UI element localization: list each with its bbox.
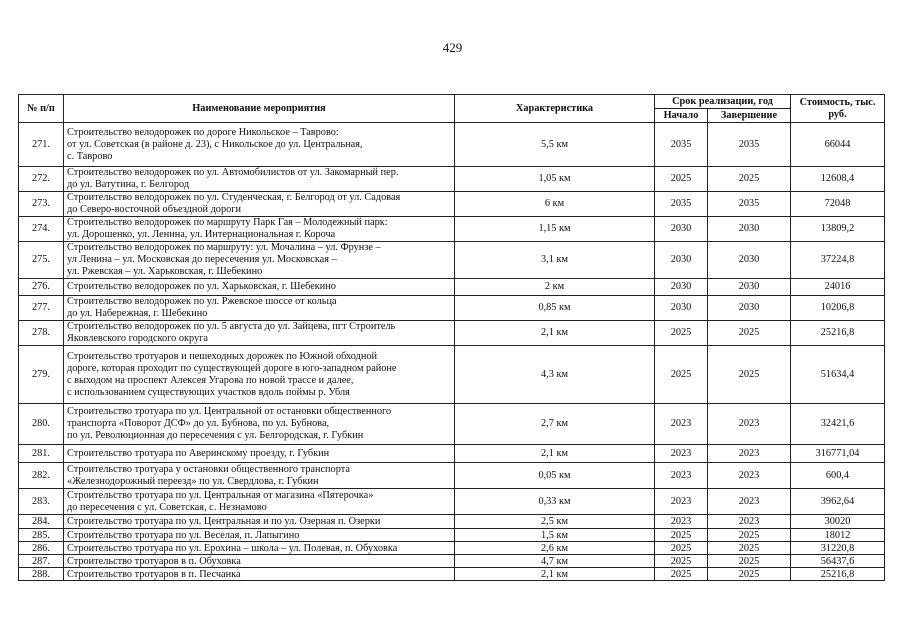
measure-name-line: Строительство велодорожек по ул. Ржевское шоссе от кольца [67,296,337,307]
row-number: 281. [19,445,64,463]
measure-name [64,489,455,515]
end-year: 2030 [708,242,791,279]
row-number: 282. [19,463,64,489]
characteristic: 1,15 км [455,217,655,242]
cost: 18012 [791,529,885,542]
measure-name [64,568,455,581]
characteristic: 0,85 км [455,296,655,321]
cost: 10206,8 [791,296,885,321]
start-year: 2023 [655,404,708,445]
measure-name-line: Строительство велодорожек по маршруту: ул. Мочалина – ул. Фрунзе – [67,242,381,253]
measure-name-line: Строительство велодорожек по ул. 5 августа до ул. Зайцева, пгт Строитель [67,321,396,332]
end-year: 2025 [708,167,791,192]
measure-name-line: Строительство тротуара по ул. Центральная от магазина «Пятерочка» [67,489,374,501]
cost: 32421,6 [791,404,885,445]
characteristic: 2,5 км [455,515,655,529]
row-number: 272. [19,167,64,192]
measure-name-line: ул. Ржевская – ул. Харьковская, г. Шебекино [67,266,263,277]
column-header-characteristic: Характеристика [455,95,655,123]
table-row [19,529,885,542]
table-row [19,167,885,192]
table-row [19,489,885,515]
measure-name-line: Строительство велодорожек по маршруту Парк Гая – Молодежный парк: [67,217,388,228]
measure-name-line: «Железнодорожный переезд» по ул. Свердлова, г. Губкин [67,475,319,487]
measure-name [64,192,455,217]
measure-name [64,515,455,529]
measure-name-line: до ул. Ватутина, г. Белгород [67,179,190,190]
column-header-end: Завершение [708,109,791,123]
measure-name [64,123,455,167]
page-number: 429 [442,40,463,55]
start-year: 2030 [655,217,708,242]
table-row [19,445,885,463]
table-row [19,555,885,568]
measure-name-line: до Северо-восточной объездной дороги [67,204,241,215]
row-number: 275. [19,242,64,279]
table-row [19,296,885,321]
end-year: 2025 [708,555,791,568]
start-year: 2030 [655,296,708,321]
row-number: 283. [19,489,64,515]
row-number: 285. [19,529,64,542]
row-number: 273. [19,192,64,217]
characteristic: 1,05 км [455,167,655,192]
table-row [19,321,885,346]
start-year: 2023 [655,515,708,529]
column-header-start: Начало [655,109,708,123]
end-year: 2023 [708,489,791,515]
end-year: 2023 [708,404,791,445]
start-year: 2025 [655,529,708,542]
measure-name-line: Строительство тротуара по ул. Центральная и по ул. Озерная п. Озерки [67,516,381,527]
measure-name-line: ул Ленина – ул. Московская до пересечения ул. Московская – [67,254,337,265]
measure-name-line: с. Таврово [67,150,113,162]
end-year: 2035 [708,123,791,167]
characteristic: 2,1 км [455,321,655,346]
measure-name [64,404,455,445]
characteristic: 1,5 км [455,529,655,542]
end-year: 2025 [708,568,791,581]
measure-name-line: Строительство тротуара по ул. Ерохина – школа – ул. Полевая, п. Обуховка [67,542,398,554]
cost: 25216,8 [791,568,885,581]
cost: 3962,64 [791,489,885,515]
characteristic: 0,33 км [455,489,655,515]
cost: 56437,6 [791,555,885,568]
measure-name-line: с выходом на проспект Алексея Угарова по новой трассе и далее, [67,374,354,386]
table-row [19,192,885,217]
row-number: 278. [19,321,64,346]
column-header-period: Срок реализации, год [655,95,791,109]
measure-name-line: Яковлевского городского округа [67,333,208,344]
characteristic: 6 км [455,192,655,217]
measure-name [64,445,455,463]
measure-name-line: от ул. Советская (в районе д. 23), с Никольское до ул. Центральная, [67,138,363,150]
measure-name [64,346,455,404]
characteristic: 2,6 км [455,542,655,555]
measure-name [64,242,455,279]
start-year: 2035 [655,123,708,167]
measure-name-line: Строительство тротуара у остановки общественного транспорта [67,463,350,475]
measure-name [64,167,455,192]
end-year: 2025 [708,529,791,542]
cost: 66044 [791,123,885,167]
column-header-cost: Стоимость, тыс. руб. [791,95,885,123]
row-number: 287. [19,555,64,568]
cost: 600,4 [791,463,885,489]
measure-name-line: Строительство тротуаров в п. Обуховка [67,555,241,567]
measure-name-line: Строительство тротуара по ул. Веселая, п. Лапыгино [67,529,300,541]
cost: 72048 [791,192,885,217]
end-year: 2025 [708,321,791,346]
characteristic: 2,1 км [455,445,655,463]
end-year: 2030 [708,279,791,296]
table-row [19,404,885,445]
measure-name-line: Строительство велодорожек по дороге Никольское – Таврово: [67,126,339,138]
start-year: 2025 [655,321,708,346]
measure-name [64,321,455,346]
end-year: 2025 [708,542,791,555]
measure-name [64,542,455,555]
table-row [19,542,885,555]
cost: 31220,8 [791,542,885,555]
measure-name-line: Строительство тротуара по ул. Центральной от остановки общественного [67,406,392,417]
table-row [19,217,885,242]
start-year: 2025 [655,167,708,192]
column-header-name: Наименование мероприятия [64,95,455,123]
table-row [19,463,885,489]
measure-name-line: Строительство тротуаров в п. Песчанка [67,568,241,580]
row-number: 280. [19,404,64,445]
measure-name [64,463,455,489]
table-row [19,279,885,296]
measure-name-line: ул. Дорошенко, ул. Ленина, ул. Интернациональная г. Короча [67,229,336,240]
cost: 30020 [791,515,885,529]
table-row [19,242,885,279]
characteristic: 2 км [455,279,655,296]
row-number: 277. [19,296,64,321]
start-year: 2023 [655,489,708,515]
start-year: 2030 [655,242,708,279]
end-year: 2030 [708,296,791,321]
end-year: 2030 [708,217,791,242]
end-year: 2023 [708,445,791,463]
start-year: 2025 [655,542,708,555]
table-body [19,123,885,581]
row-number: 274. [19,217,64,242]
characteristic: 5,5 км [455,123,655,167]
table-row [19,123,885,167]
cost: 25216,8 [791,321,885,346]
measure-name-line: транспорта «Поворот ДСФ» до ул. Бубнова, по ул. Бубнова, [67,418,330,429]
measure-name-line: Строительство велодорожек по ул. Харьковская, г. Шебекино [67,281,336,292]
row-number: 286. [19,542,64,555]
measure-name [64,217,455,242]
row-number: 284. [19,515,64,529]
table-row [19,346,885,404]
row-number: 271. [19,123,64,167]
cost: 24016 [791,279,885,296]
measure-name-line: Строительство тротуаров и пешеходных дорожек по Южной обходной [67,350,378,362]
row-number: 279. [19,346,64,404]
cost: 37224,8 [791,242,885,279]
characteristic: 0,05 км [455,463,655,489]
end-year: 2035 [708,192,791,217]
measure-name-line: по ул. Революционная до пересечения с ул. Белгородская, г. Губкин [67,430,364,441]
characteristic: 4,3 км [455,346,655,404]
end-year: 2025 [708,346,791,404]
characteristic: 3,1 км [455,242,655,279]
measure-name-line: дороге, которая проходит по существующей дороге в юго-западном районе [67,362,397,374]
characteristic: 2,7 км [455,404,655,445]
measure-name-line: с использованием существующих участков вдоль поймы р. Убля [67,386,350,398]
measure-name [64,296,455,321]
measure-name-line: Строительство тротуара по Аверинскому проезду, г. Губкин [67,447,330,459]
row-number: 288. [19,568,64,581]
measure-name [64,279,455,296]
end-year: 2023 [708,463,791,489]
cost: 51634,4 [791,346,885,404]
row-number: 276. [19,279,64,296]
cost: 316771,04 [791,445,885,463]
start-year: 2023 [655,463,708,489]
measure-name [64,555,455,568]
start-year: 2023 [655,445,708,463]
characteristic: 4,7 км [455,555,655,568]
end-year: 2023 [708,515,791,529]
table-row [19,515,885,529]
characteristic: 2,1 км [455,568,655,581]
start-year: 2025 [655,568,708,581]
cost: 13809,2 [791,217,885,242]
measure-name-line: Строительство велодорожек по ул. Студенческая, г. Белгород от ул. Садовая [67,192,401,203]
measure-name-line: Строительство велодорожек по ул. Автомобилистов от ул. Закомарный пер. [67,167,399,178]
measures-table [18,94,885,581]
measure-name [64,529,455,542]
start-year: 2030 [655,279,708,296]
column-header-num: № п/п [19,95,64,123]
cost: 12608,4 [791,167,885,192]
start-year: 2025 [655,555,708,568]
measure-name-line: до пересечения с ул. Советская, с. Незнамово [67,501,267,513]
start-year: 2035 [655,192,708,217]
measure-name-line: до ул. Набережная, г. Шебекино [67,308,208,319]
start-year: 2025 [655,346,708,404]
table-row [19,568,885,581]
